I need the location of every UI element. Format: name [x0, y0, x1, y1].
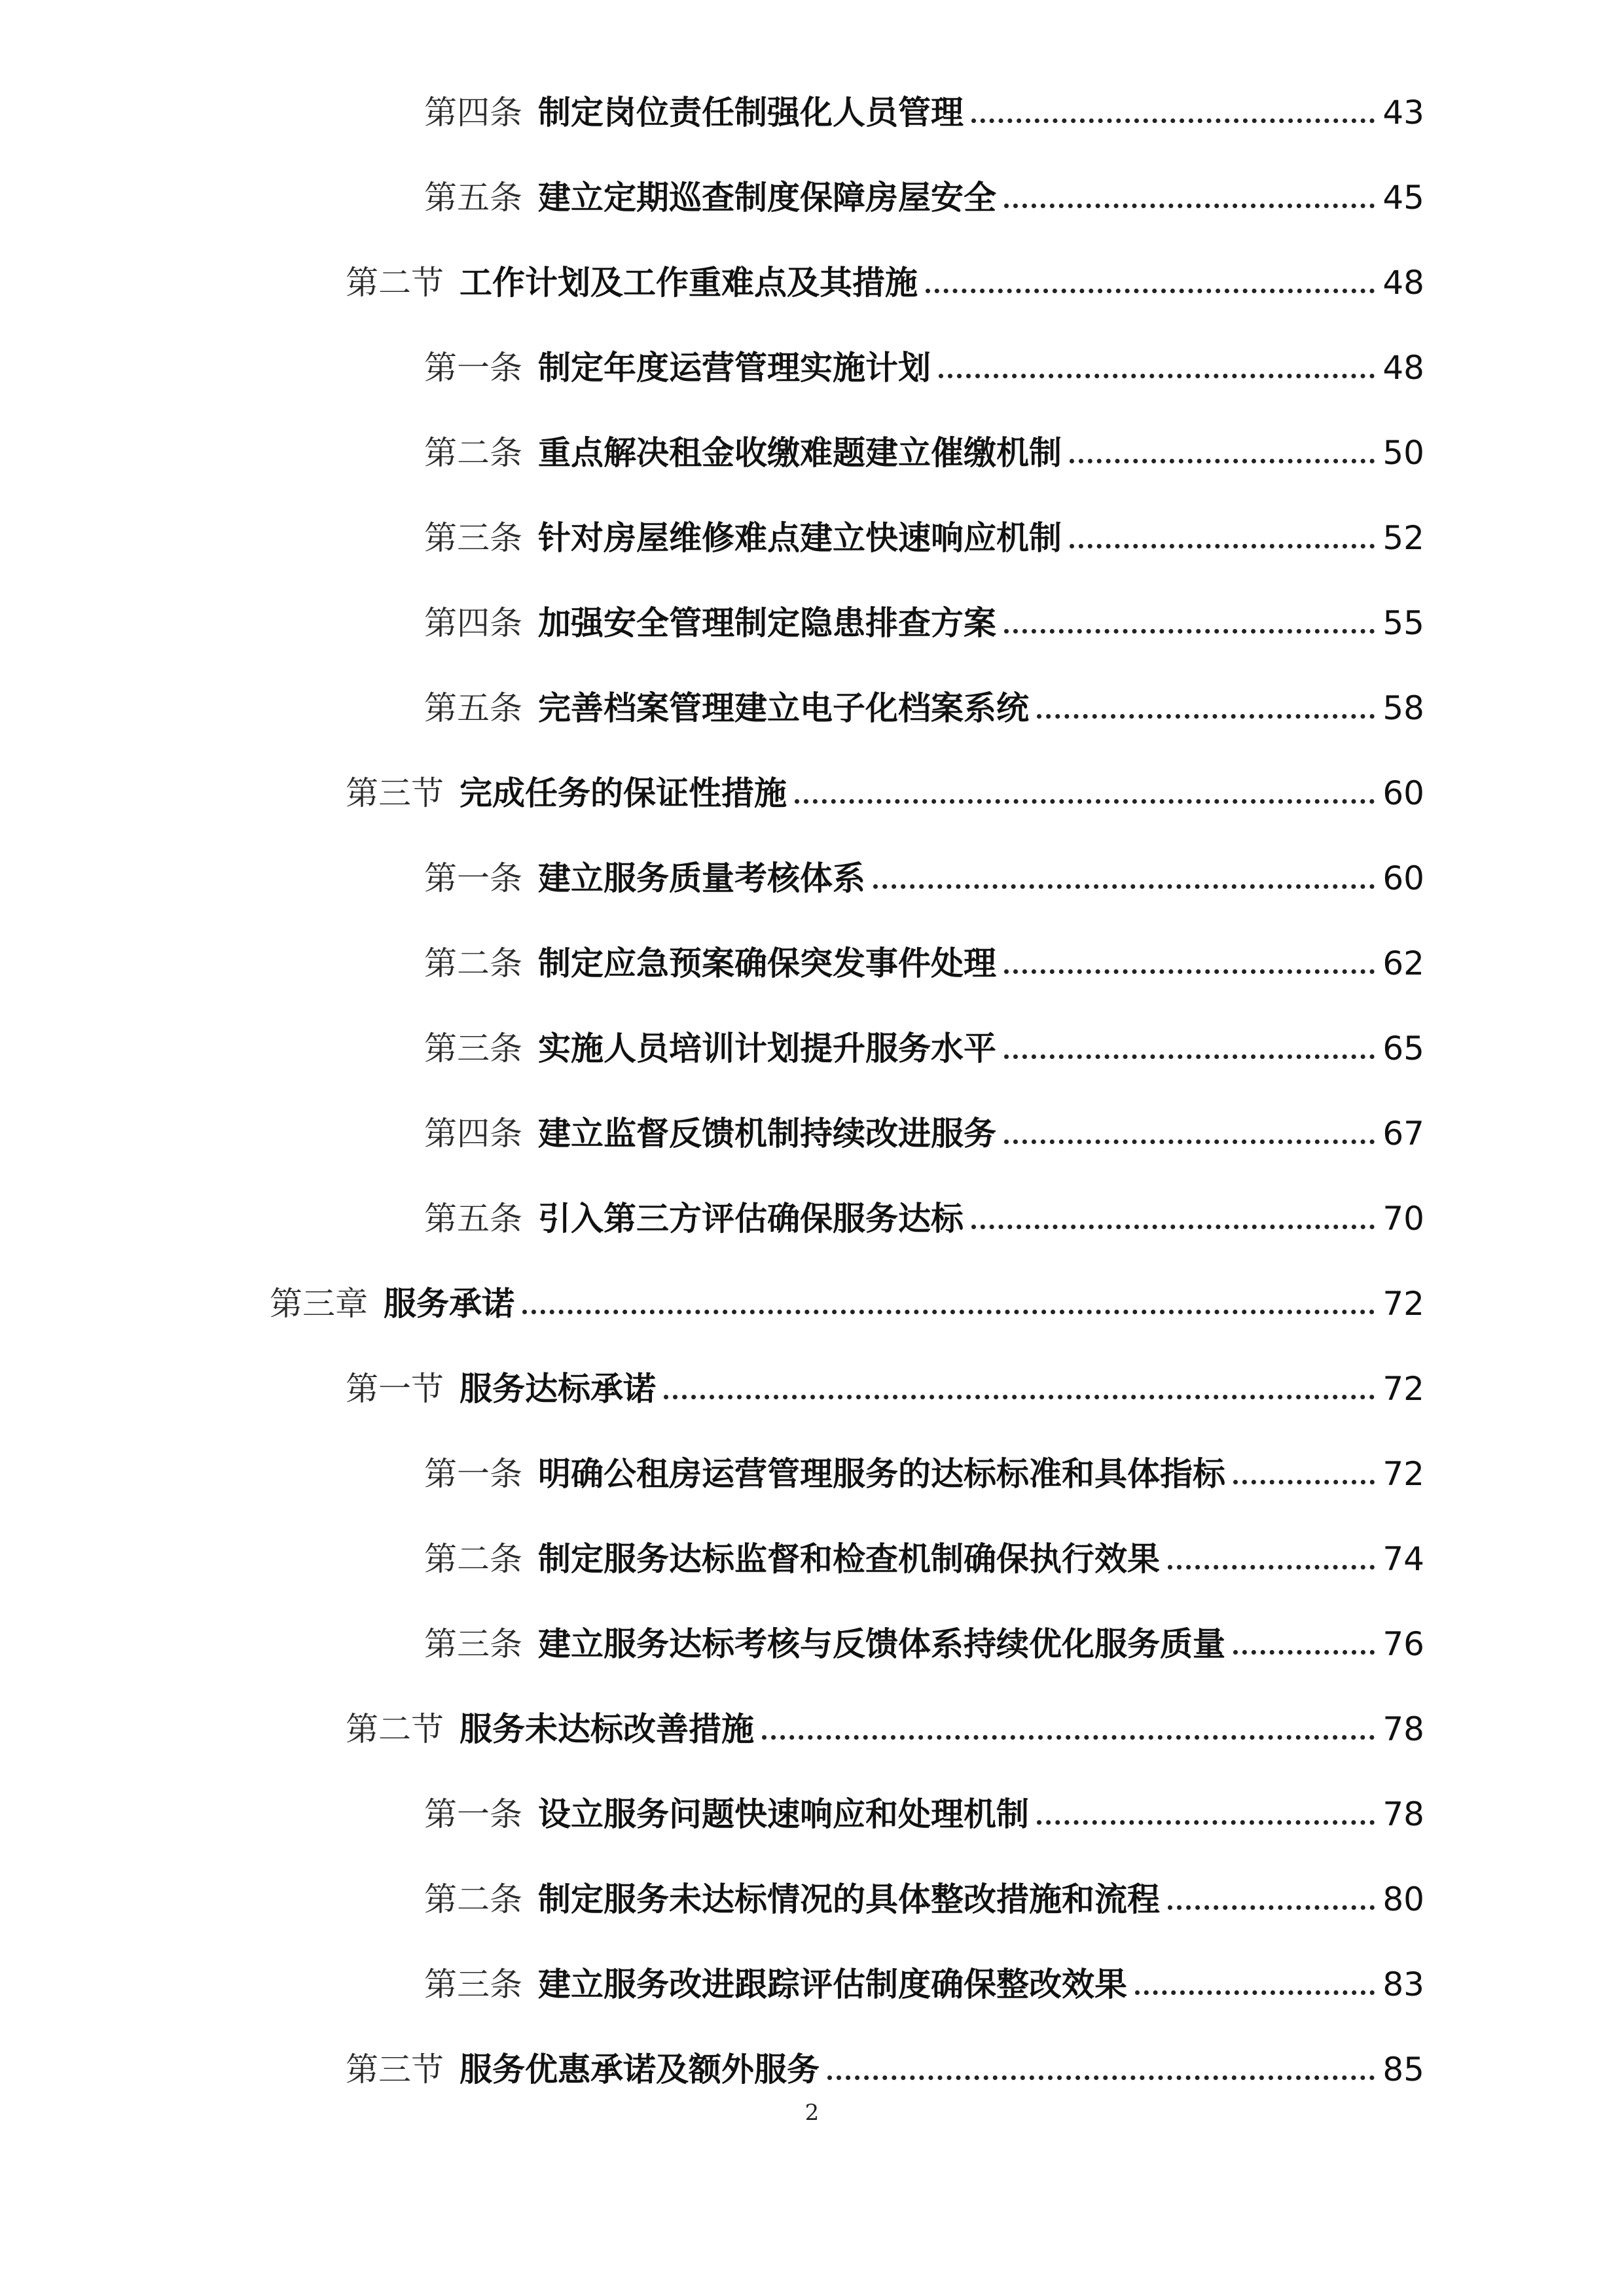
- toc-entry[interactable]: [424, 1016, 1424, 1068]
- entry-label: 第二条: [424, 434, 522, 472]
- entry-page-number: 78: [1382, 1795, 1424, 1833]
- entry-page-number: 43: [1382, 94, 1424, 132]
- entry-page-number: 72: [1382, 1455, 1424, 1493]
- toc-entry[interactable]: [424, 931, 1424, 983]
- entry-label: 第三节: [346, 774, 444, 812]
- toc-entry[interactable]: [424, 1782, 1424, 1834]
- entry-title: 服务优惠承诺及额外服务: [460, 2051, 820, 2089]
- entry-title: 服务承诺: [384, 1285, 514, 1323]
- entry-title: 实施人员培训计划提升服务水平: [538, 1030, 996, 1067]
- toc-entry[interactable]: [424, 590, 1424, 643]
- toc-entry[interactable]: [424, 165, 1424, 217]
- toc-entry[interactable]: [346, 761, 1424, 813]
- entry-title: 建立定期巡查制度保障房屋安全: [538, 179, 996, 217]
- entry-page-number: 58: [1382, 689, 1424, 727]
- dot-leader: [971, 1225, 1375, 1229]
- entry-page-number: 74: [1382, 1540, 1424, 1578]
- dot-leader: [522, 1310, 1375, 1314]
- entry-title: 服务达标承诺: [460, 1370, 656, 1408]
- toc-entry[interactable]: [424, 420, 1424, 473]
- toc-entry[interactable]: [346, 1696, 1424, 1749]
- toc-entry[interactable]: [270, 1271, 1424, 1323]
- toc-entry[interactable]: [424, 675, 1424, 728]
- entry-title: 制定服务达标监督和检查机制确保执行效果: [538, 1540, 1160, 1578]
- entry-label: 第三条: [424, 1625, 522, 1663]
- entry-page-number: 85: [1382, 2051, 1424, 2089]
- dot-leader: [1004, 1054, 1375, 1059]
- entry-label: 第三条: [424, 1965, 522, 2003]
- entry-page-number: 72: [1382, 1285, 1424, 1323]
- entry-title: 建立服务达标考核与反馈体系持续优化服务质量: [538, 1625, 1225, 1663]
- entry-label: 第一条: [424, 1455, 522, 1493]
- dot-leader: [1004, 629, 1375, 634]
- entry-title: 建立监督反馈机制持续改进服务: [538, 1115, 996, 1153]
- entry-label: 第三章: [270, 1285, 368, 1323]
- dot-leader: [1233, 1650, 1375, 1655]
- entry-title: 明确公租房运营管理服务的达标标准和具体指标: [538, 1455, 1225, 1493]
- entry-title: 设立服务问题快速响应和处理机制: [538, 1795, 1029, 1833]
- dot-leader: [795, 799, 1375, 804]
- dot-leader: [939, 374, 1375, 378]
- dot-leader: [1037, 1820, 1375, 1825]
- toc-entry[interactable]: [424, 1867, 1424, 1919]
- entry-title: 完成任务的保证性措施: [460, 774, 787, 812]
- toc-entry[interactable]: [346, 2037, 1424, 2089]
- entry-label: 第二节: [346, 1710, 444, 1748]
- entry-page-number: 62: [1382, 944, 1424, 982]
- entry-label: 第二节: [346, 264, 444, 302]
- toc-entry[interactable]: [424, 1611, 1424, 1664]
- entry-title: 制定服务未达标情况的具体整改措施和流程: [538, 1880, 1160, 1918]
- entry-title: 针对房屋维修难点建立快速响应机制: [538, 519, 1062, 557]
- entry-label: 第三条: [424, 519, 522, 557]
- entry-page-number: 70: [1382, 1200, 1424, 1238]
- entry-label: 第二条: [424, 1540, 522, 1578]
- dot-leader: [1070, 544, 1375, 548]
- toc-entry[interactable]: [424, 846, 1424, 898]
- entry-page-number: 83: [1382, 1965, 1424, 2003]
- dot-leader: [1135, 1990, 1375, 1995]
- entry-page-number: 76: [1382, 1625, 1424, 1663]
- entry-title: 制定岗位责任制强化人员管理: [538, 94, 964, 132]
- entry-label: 第二条: [424, 1880, 522, 1918]
- entry-title: 制定年度运营管理实施计划: [538, 349, 931, 387]
- toc-entry[interactable]: [424, 1952, 1424, 2004]
- entry-label: 第四条: [424, 604, 522, 642]
- entry-page-number: 45: [1382, 179, 1424, 217]
- toc-entry[interactable]: [346, 1356, 1424, 1408]
- entry-title: 建立服务质量考核体系: [538, 859, 865, 897]
- entry-title: 引入第三方评估确保服务达标: [538, 1200, 964, 1238]
- dot-leader: [971, 118, 1375, 123]
- entry-page-number: 78: [1382, 1710, 1424, 1748]
- entry-page-number: 72: [1382, 1370, 1424, 1408]
- dot-leader: [1004, 204, 1375, 208]
- toc-entry[interactable]: [424, 505, 1424, 558]
- dot-leader: [827, 2075, 1375, 2080]
- dot-leader: [873, 884, 1375, 889]
- entry-label: 第二条: [424, 944, 522, 982]
- entry-label: 第四条: [424, 94, 522, 132]
- entry-page-number: 67: [1382, 1115, 1424, 1153]
- entry-title: 完善档案管理建立电子化档案系统: [538, 689, 1029, 727]
- entry-page-number: 65: [1382, 1030, 1424, 1067]
- entry-label: 第一节: [346, 1370, 444, 1408]
- entry-label: 第一条: [424, 349, 522, 387]
- entry-page-number: 50: [1382, 434, 1424, 472]
- entry-title: 制定应急预案确保突发事件处理: [538, 944, 996, 982]
- entry-page-number: 55: [1382, 604, 1424, 642]
- dot-leader: [926, 289, 1375, 293]
- dot-leader: [664, 1395, 1375, 1399]
- entry-page-number: 48: [1382, 349, 1424, 387]
- entry-label: 第三条: [424, 1030, 522, 1067]
- dot-leader: [1037, 714, 1375, 719]
- entry-label: 第一条: [424, 1795, 522, 1833]
- toc-entry[interactable]: [424, 335, 1424, 387]
- dot-leader: [1168, 1565, 1375, 1570]
- entry-page-number: 52: [1382, 519, 1424, 557]
- dot-leader: [1233, 1480, 1375, 1484]
- toc-entry[interactable]: [424, 1441, 1424, 1494]
- dot-leader: [1004, 1139, 1375, 1144]
- toc-entry[interactable]: [424, 1526, 1424, 1579]
- entry-label: 第五条: [424, 689, 522, 727]
- toc-entry[interactable]: [424, 80, 1424, 132]
- entry-page-number: 48: [1382, 264, 1424, 302]
- entry-title: 建立服务改进跟踪评估制度确保整改效果: [538, 1965, 1127, 2003]
- entry-page-number: 60: [1382, 774, 1424, 812]
- entry-label: 第五条: [424, 1200, 522, 1238]
- entry-title: 重点解决租金收缴难题建立催缴机制: [538, 434, 1062, 472]
- dot-leader: [1168, 1905, 1375, 1910]
- dot-leader: [1070, 459, 1375, 463]
- entry-label: 第五条: [424, 179, 522, 217]
- toc-entry[interactable]: [424, 1101, 1424, 1153]
- toc-entry[interactable]: [424, 1186, 1424, 1238]
- page-number: 2: [804, 2100, 820, 2126]
- entry-page-number: 80: [1382, 1880, 1424, 1918]
- entry-label: 第四条: [424, 1115, 522, 1153]
- dot-leader: [762, 1735, 1375, 1740]
- toc-entry[interactable]: [346, 250, 1424, 302]
- entry-title: 工作计划及工作重难点及其措施: [460, 264, 918, 302]
- dot-leader: [1004, 969, 1375, 974]
- entry-title: 服务未达标改善措施: [460, 1710, 754, 1748]
- entry-label: 第三节: [346, 2051, 444, 2089]
- entry-title: 加强安全管理制定隐患排查方案: [538, 604, 996, 642]
- entry-page-number: 60: [1382, 859, 1424, 897]
- entry-label: 第一条: [424, 859, 522, 897]
